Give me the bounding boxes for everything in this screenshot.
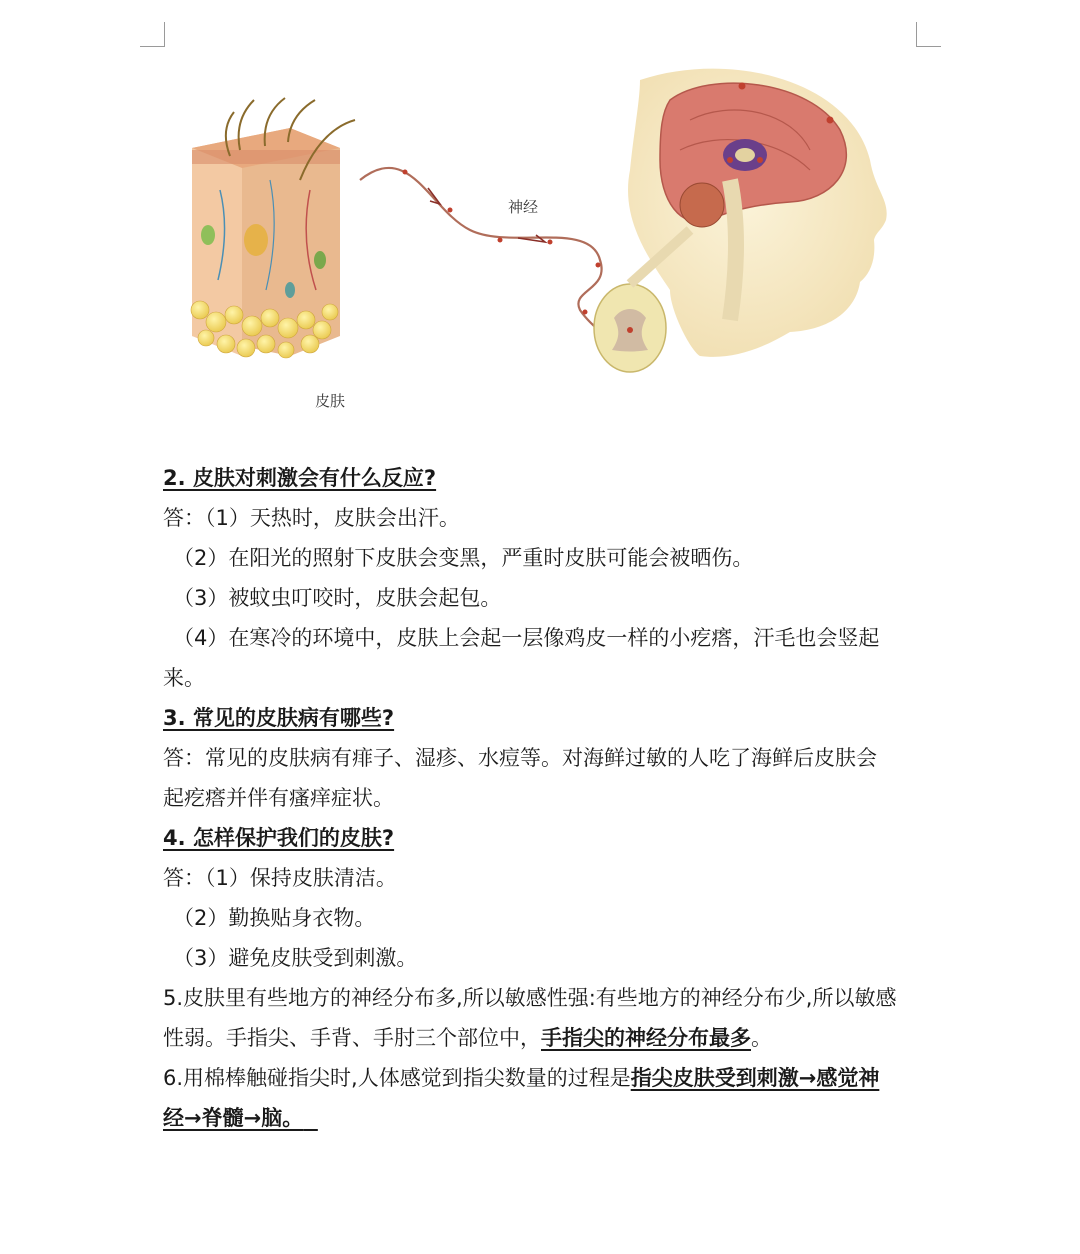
nerve-signal-dots xyxy=(403,170,601,315)
q2-answer-4: （4）在寒冷的环境中，皮肤上会起一层像鸡皮一样的小疙瘩，汗毛也会竖起 xyxy=(173,626,880,650)
q2-answer-3: （3）被蚊虫叮咬时，皮肤会起包。 xyxy=(173,586,502,610)
point-5-end: 。 xyxy=(751,1026,772,1050)
question-4-title: 4. 怎样保护我们的皮肤? xyxy=(163,826,395,850)
point-5-line-1: 5.皮肤里有些地方的神经分布多,所以敏感性强:有些地方的神经分布少,所以敏感 xyxy=(163,986,897,1010)
skin-label: 皮肤 xyxy=(315,392,346,410)
q2-answer-2: （2）在阳光的照射下皮肤会变黑，严重时皮肤可能会被晒伤。 xyxy=(173,546,754,570)
skin-nerve-brain-illustration xyxy=(170,60,930,420)
nerve-arrow-2 xyxy=(428,188,440,204)
point-6-text: 6.用棉棒触碰指尖时,人体感觉到指尖数量的过程是 xyxy=(163,1066,631,1090)
point-5-line-2 xyxy=(163,1018,923,1058)
head-profile xyxy=(628,69,887,357)
point-5-text: 性弱。手指尖、手背、手肘三个部位中， xyxy=(163,1026,541,1050)
skin-block xyxy=(191,98,355,358)
q4-answer-1: 答：（1）保持皮肤清洁。 xyxy=(163,866,397,890)
document-text xyxy=(163,458,923,1138)
point-6-highlight-2-text: 经→脊髓→脑。 xyxy=(163,1106,304,1130)
q3-answer-line-2: 起疙瘩并伴有瘙痒症状。 xyxy=(163,786,394,810)
point-6-highlight-2 xyxy=(163,1106,318,1130)
q3-answer-line-1: 答：常见的皮肤病有痱子、湿疹、水痘等。对海鲜过敏的人吃了海鲜后皮肤会 xyxy=(163,746,877,770)
q4-answer-2: （2）勤换贴身衣物。 xyxy=(173,906,376,930)
illustration-svg xyxy=(170,60,930,420)
question-3-heading xyxy=(163,698,923,738)
nerve-label: 神经 xyxy=(508,198,539,216)
point-5-highlight: 手指尖的神经分布最多 xyxy=(541,1026,751,1050)
q2-answer-1: 答：（1）天热时，皮肤会出汗。 xyxy=(163,506,460,530)
point-6-line-1 xyxy=(163,1058,923,1098)
question-3-title: 3. 常见的皮肤病有哪些? xyxy=(163,706,395,730)
question-2-heading xyxy=(163,458,923,498)
question-4-heading xyxy=(163,818,923,858)
question-2-title: 2. 皮肤对刺激会有什么反应? xyxy=(163,466,437,490)
point-6-highlight-1: 指尖皮肤受到刺激→感觉神 xyxy=(630,1066,880,1090)
page-corner-mark-left xyxy=(140,22,165,47)
q2-answer-4-continued: 来。 xyxy=(163,666,205,690)
page-corner-mark-right xyxy=(916,22,941,47)
q4-answer-3: （3）避免皮肤受到刺激。 xyxy=(173,946,418,970)
point-6-line-2 xyxy=(163,1098,923,1138)
